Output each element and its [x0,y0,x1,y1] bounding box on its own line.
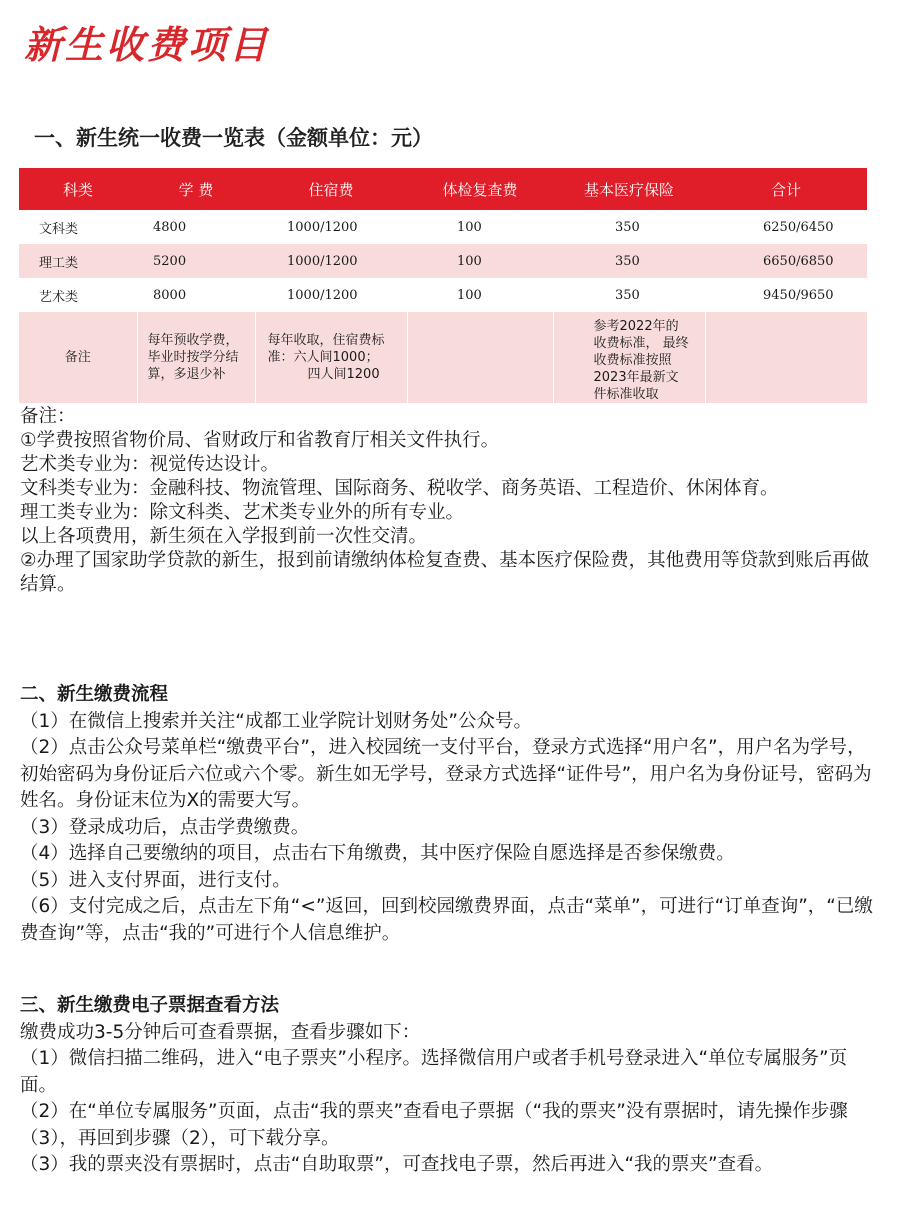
note-item: ①学费按照省物价局、省财政厅和省教育厅相关文件执行。 [20,430,500,451]
table-row [19,278,867,312]
remark-tuition: 每年预收学费，毕业时按学分结算，多退少补 [137,312,255,403]
row-insurance: 350 [553,244,705,278]
header-total: 合计 [705,168,867,210]
note-item: 艺术类专业为：视觉传达设计。 [20,454,280,475]
process-step: （4）选择自己要缴纳的项目，点击右下角缴费，其中医疗保险自愿选择是否参保缴费。 [20,843,735,864]
remark-insurance: 参考2022年的收费标准， 最终收费标准按照2023年最新文件标准收取 [553,312,705,403]
e-receipt-intro: 缴费成功3-5分钟后可查看票据，查看步骤如下： [20,1021,421,1043]
table-row [19,244,867,278]
process-step: （3）登录成功后，点击学费缴费。 [20,816,310,838]
receipt-step: （2）在“单位专属服务”页面，点击“我的票夹”查看电子票据（“我的票夹”没有票据时，请先操作步骤（3），再回到步骤（2），可下载分享。 [20,1101,848,1149]
process-step: （5）进入支付界面，进行支付。 [20,869,291,891]
remark-lodging-line1: 每年收取，住宿费标准：六人间1000； [267,333,385,365]
receipt-step: （1）微信扫描二维码，进入“电子票夹”小程序。选择微信用户或者手机号登录进入“单位专属服务”页面。 [20,1048,848,1096]
remark-row [19,312,867,403]
table-row [19,210,867,244]
payment-process-heading: 二、新生缴费流程 [20,684,169,705]
receipt-step: （3）我的票夹没有票据时，点击“自助取票”，可查找电子票，然后再进入“我的票夹”查看。 [20,1154,774,1175]
header-lodging: 住宿费 [255,168,407,210]
process-step: （1）在微信上搜索并关注“成都工业学院计划财务处”公众号。 [20,710,532,732]
row-category: 理工类 [19,244,137,278]
remark-label: 备注 [19,312,137,403]
row-category: 艺术类 [39,289,79,305]
row-checkup: 100 [457,219,482,235]
row-tuition: 5200 [137,244,255,278]
note-item: 文科类专业为：金融科技、物流管理、国际商务、税收学、商务英语、工程造价、休闲体育。 [20,478,779,499]
notes-heading: 备注： [20,406,76,427]
fee-table-heading: 一、新生统一收费一览表（金额单位：元） [34,126,433,150]
header-category: 科类 [19,168,137,210]
payment-process-section [20,682,880,947]
header-insurance: 基本医疗保险 [553,168,705,210]
row-lodging: 1000/1200 [287,287,358,303]
notes-block [20,405,880,597]
header-checkup: 体检复查费 [407,168,553,210]
e-receipt-heading: 三、新生缴费电子票据查看方法 [20,995,280,1016]
row-tuition: 8000 [153,287,187,303]
row-tuition: 4800 [153,219,187,235]
row-total: 6250/6450 [763,219,834,235]
row-insurance: 350 [615,219,640,235]
note-item: 理工类专业为：除文科类、艺术类专业外的所有专业。 [20,502,465,523]
row-lodging: 1000/1200 [287,219,358,235]
table-header-row [19,168,867,210]
row-total: 6650/6850 [705,244,867,278]
remark-empty [705,312,867,403]
header-tuition: 学 费 [137,168,255,210]
row-checkup: 100 [407,244,553,278]
e-receipt-section [20,993,880,1179]
row-checkup: 100 [457,287,482,303]
note-item: ②办理了国家助学贷款的新生，报到前请缴纳体检复查费、基本医疗保险费，其他费用等贷款到账后再做结算。 [20,550,870,595]
fee-table [19,168,868,403]
page-title: 新生收费项目 [24,23,271,67]
row-insurance: 350 [615,287,640,303]
remark-empty [407,312,553,403]
process-step: （2）点击公众号菜单栏“缴费平台”，进入校园统一支付平台，登录方式选择“用户名”，用户名为学号，初始密码为身份证后六位或六个零。新生如无学号，登录方式选择“证件号”，用户名为身份证号，密码为姓名。身份证末位为X的需要大写。 [20,737,872,811]
remark-lodging-line2: 四人间1200 [307,367,380,382]
row-category: 文科类 [39,221,79,237]
remark-lodging [255,312,407,403]
note-item: 以上各项费用，新生须在入学报到前一次性交清。 [20,526,428,547]
row-total: 9450/9650 [763,287,834,303]
row-lodging: 1000/1200 [255,244,407,278]
process-step: （6）支付完成之后，点击左下角“<”返回，回到校园缴费界面，点击“菜单”，可进行“订单查询”，“已缴费查询”等，点击“我的”可进行个人信息维护。 [20,896,873,944]
